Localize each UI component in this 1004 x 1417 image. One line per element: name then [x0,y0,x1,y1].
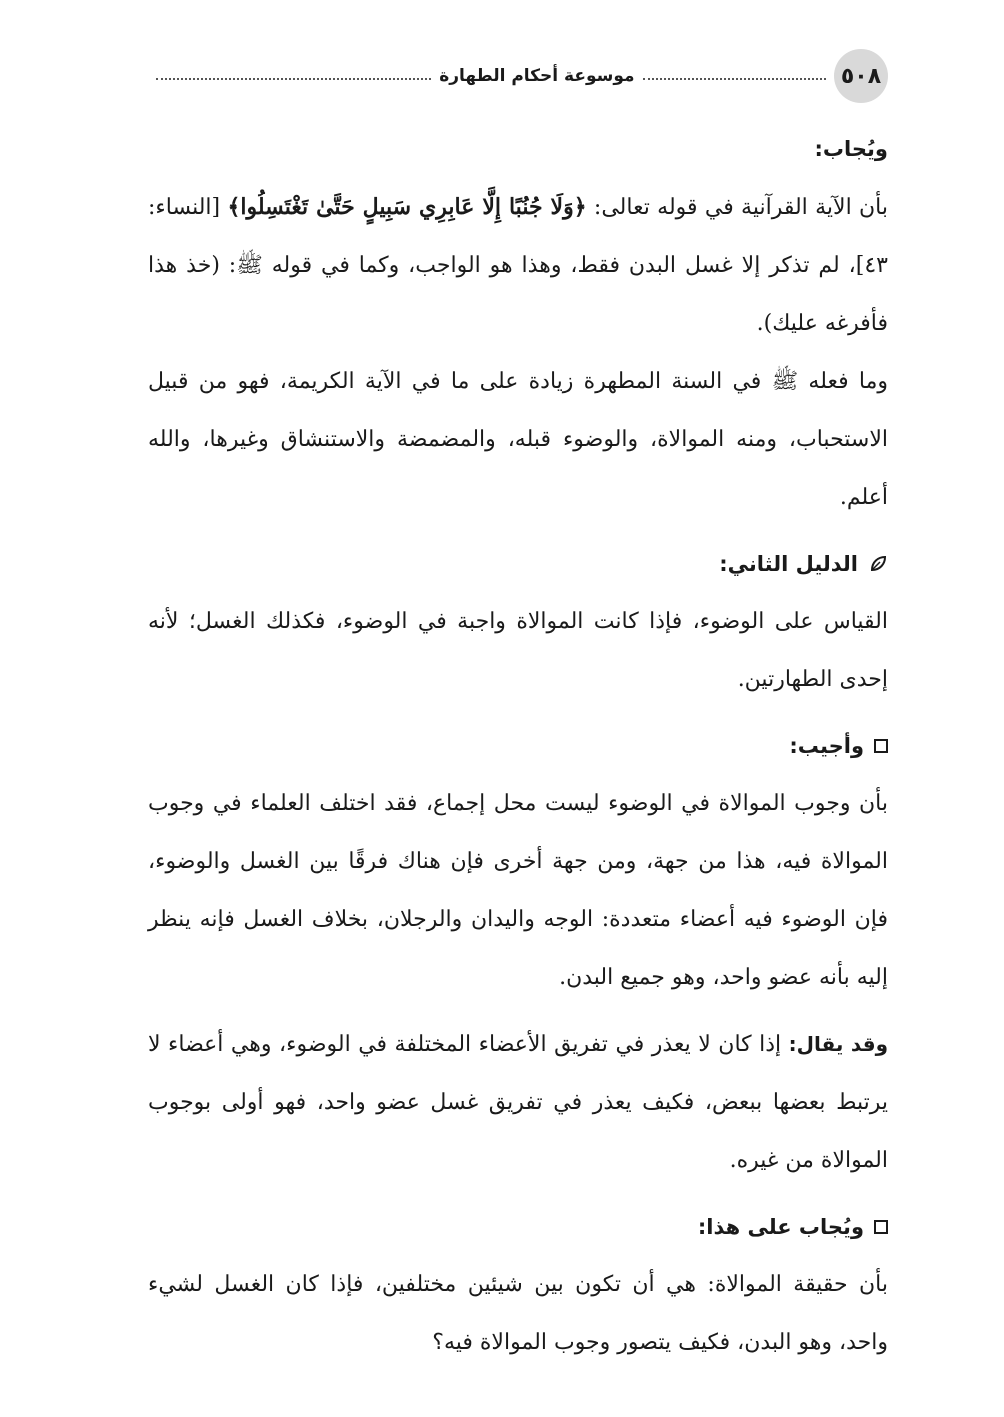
answer2-heading [148,1198,888,1256]
answer2-heading-text: ويُجاب على هذا: [697,1215,864,1239]
evidence-heading [148,535,888,593]
objection-text: إذا كان لا يعذر في تفريق الأعضاء المختلفة في الوضوء، وهي أعضاء لا يرتبط بعضها ببعض، فكيف يعذر في تفريق غسل عضو واحد، فهو أولى بوجوب الموالاة من غيره. [148,1032,888,1173]
header-divider-left [156,78,431,80]
answer-paragraph-2: وما فعله ﷺ في السنة المطهرة زيادة على ما في الآية الكريمة، فهو من قبيل الاستحباب، ومنه الموالاة، والوضوء قبله، والمضمضة والاستنشاق وغيرها، والله أعلم. [148,369,888,510]
evidence-heading-text: الدليل الثاني: [719,552,858,576]
page-header [148,48,888,104]
reply-paragraph: بأن وجوب الموالاة في الوضوء ليست محل إجماع، فقد اختلف العلماء في وجوب الموالاة فيه، هذا من جهة، ومن جهة أخرى فإن هناك فرقًا بين الغسل والوضوء، فإن الوضوء فيه أعضاء متعددة: الوجه واليدان والرجلان، بخلاف الغسل فإنه ينظر إليه بأنه عضو واحد، وهو جميع البدن. [148,791,888,990]
book-title: موسوعة أحكام الطهارة [439,66,635,86]
answer-paragraph-1 [148,178,888,353]
answer2-paragraph: بأن حقيقة الموالاة: هي أن تكون بين شيئين مختلفين، فإذا كان الغسل لشيء واحد، وهو البدن، فكيف يتصور وجوب الموالاة فيه؟ [148,1272,888,1355]
answer-reference: [النساء: ٤٣]، لم تذكر إلا غسل البدن فقط، وهذا هو الواجب، وكما في قوله ﷺ: (خذ هذا فأفرغه عليك). [148,195,888,336]
reply-heading-text: وأجيب: [789,734,864,758]
page-number: ٥٠٨ [834,49,888,103]
leaf-bullet-icon [868,554,888,574]
square-bullet-icon [874,1220,888,1234]
book-page [148,48,888,1388]
answer-heading-text: ويُجاب: [814,137,888,161]
evidence-paragraph: القياس على الوضوء، فإذا كانت الموالاة واجبة في الوضوء، فكذلك الغسل؛ لأنه إحدى الطهارتين. [148,609,888,692]
header-divider-right [643,78,826,80]
square-bullet-icon [874,739,888,753]
answer-heading [148,120,888,178]
answer-intro: بأن الآية القرآنية في قوله تعالى: [586,195,888,220]
quran-verse: ﴿وَلَا جُنُبًا إِلَّا عَابِرِي سَبِيلٍ حَتَّىٰ تَغْتَسِلُوا﴾ [227,194,587,220]
reply-heading [148,717,888,775]
objection-lead: وقد يقال: [788,1032,888,1056]
objection-paragraph [148,1015,888,1190]
page-body [148,120,888,1372]
